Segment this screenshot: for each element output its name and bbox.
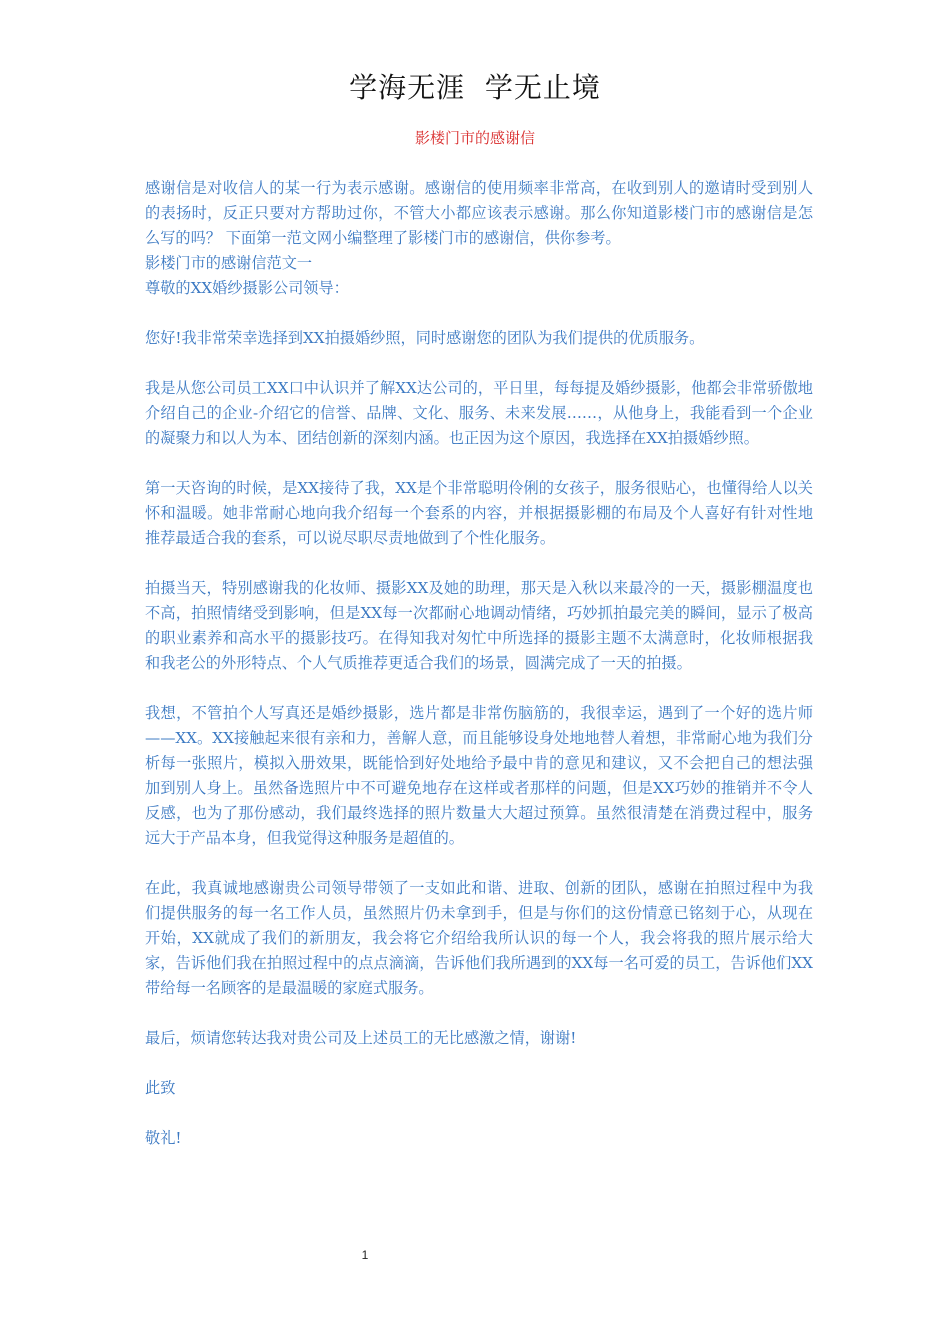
paragraph-gap — [145, 1001, 813, 1026]
salutation: 尊敬的XX婚纱摄影公司领导： — [145, 279, 349, 297]
sample-heading: 影楼门市的感谢信范文一 — [145, 254, 313, 272]
document-title: 影楼门市的感谢信 — [414, 129, 535, 147]
closing-regards: 敬礼! — [145, 1129, 182, 1147]
letter-paragraph: 您好!我非常荣幸选择到XX拍摄婚纱照，同时感谢您的团队为我们提供的优质服务。 — [145, 329, 705, 347]
paragraph-gap — [145, 301, 813, 326]
paragraph-gap — [145, 1051, 813, 1076]
document-body — [145, 176, 813, 1151]
paragraph-gap — [145, 676, 813, 701]
page-header-motto: 学海无涯 学无止境 — [349, 71, 601, 104]
letter-paragraph: 在此，我真诚地感谢贵公司领导带领了一支如此和谐、进取、创新的团队，感谢在拍照过程中为我们提供服务的每一名工作人员，虽然照片仍未拿到手，但是与你们的这份情意已铭刻于心，从现在开始，XX就成了我们的新朋友，我会将它介绍给我所认识的每一个人，我会将我的照片展示给大家，告诉他们我在拍照过程中的点点滴滴，告诉他们我所遇到的XX每一名可爱的员工，告诉他们XX带给每一名顾客的是最温暖的家庭式服务。 — [145, 879, 813, 997]
intro-paragraph: 感谢信是对收信人的某一行为表示感谢。感谢信的使用频率非常高，在收到别人的邀请时受到别人的表扬时，反正只要对方帮助过你，不管大小都应该表示感谢。那么你知道影楼门市的感谢信是怎么写的吗？ 下面第一范文网小编整理了影楼门市的感谢信，供你参考。 — [145, 179, 813, 247]
letter-paragraph: 拍摄当天，特别感谢我的化妆师、摄影XX及她的助理，那天是入秋以来最冷的一天，摄影棚温度也不高，拍照情绪受到影响，但是XX每一次都耐心地调动情绪，巧妙抓拍最完美的瞬间，显示了极高的职业素养和高水平的摄影技巧。在得知我对匆忙中所选择的摄影主题不太满意时，化妆师根据我和我老公的外形特点、个人气质推荐更适合我们的场景，圆满完成了一天的拍摄。 — [145, 579, 813, 672]
closing-line: 此致 — [145, 1079, 176, 1097]
paragraph-gap — [145, 851, 813, 876]
letter-paragraph: 我是从您公司员工XX口中认识并了解XX达公司的，平日里，每每提及婚纱摄影，他都会非常骄傲地介绍自己的企业-介绍它的信誉、品牌、文化、服务、未来发展……，从他身上，我能看到一个企业的凝聚力和以人为本、团结创新的深刻内涵。也正因为这个原因，我选择在XX拍摄婚纱照。 — [145, 379, 813, 447]
letter-paragraph: 最后，烦请您转达我对贵公司及上述员工的无比感激之情，谢谢! — [145, 1029, 577, 1047]
paragraph-gap — [145, 451, 813, 476]
page-number: 1 — [361, 1248, 369, 1262]
paragraph-gap — [145, 1101, 813, 1126]
letter-paragraph: 我想，不管拍个人写真还是婚纱摄影，选片都是非常伤脑筋的，我很幸运，遇到了一个好的选片师——XX。XX接触起来很有亲和力，善解人意，而且能够设身处地地替人着想，非常耐心地为我们分析每一张照片，模拟入册效果，既能恰到好处地给予最中肯的意见和建议，又不会把自己的想法强加到别人身上。虽然备选照片中不可避免地存在这样或者那样的问题，但是XX巧妙的推销并不令人反感，也为了那份感动，我们最终选择的照片数量大大超过预算。虽然很清楚在消费过程中，服务远大于产品本身，但我觉得这种服务是超值的。 — [145, 704, 813, 847]
letter-paragraph: 第一天咨询的时候，是XX接待了我，XX是个非常聪明伶俐的女孩子，服务很贴心，也懂得给人以关怀和温暖。她非常耐心地向我介绍每一个套系的内容，并根据摄影棚的布局及个人喜好有针对性地推荐最适合我的套系，可以说尽职尽责地做到了个性化服务。 — [145, 479, 813, 547]
paragraph-gap — [145, 351, 813, 376]
paragraph-gap — [145, 551, 813, 576]
